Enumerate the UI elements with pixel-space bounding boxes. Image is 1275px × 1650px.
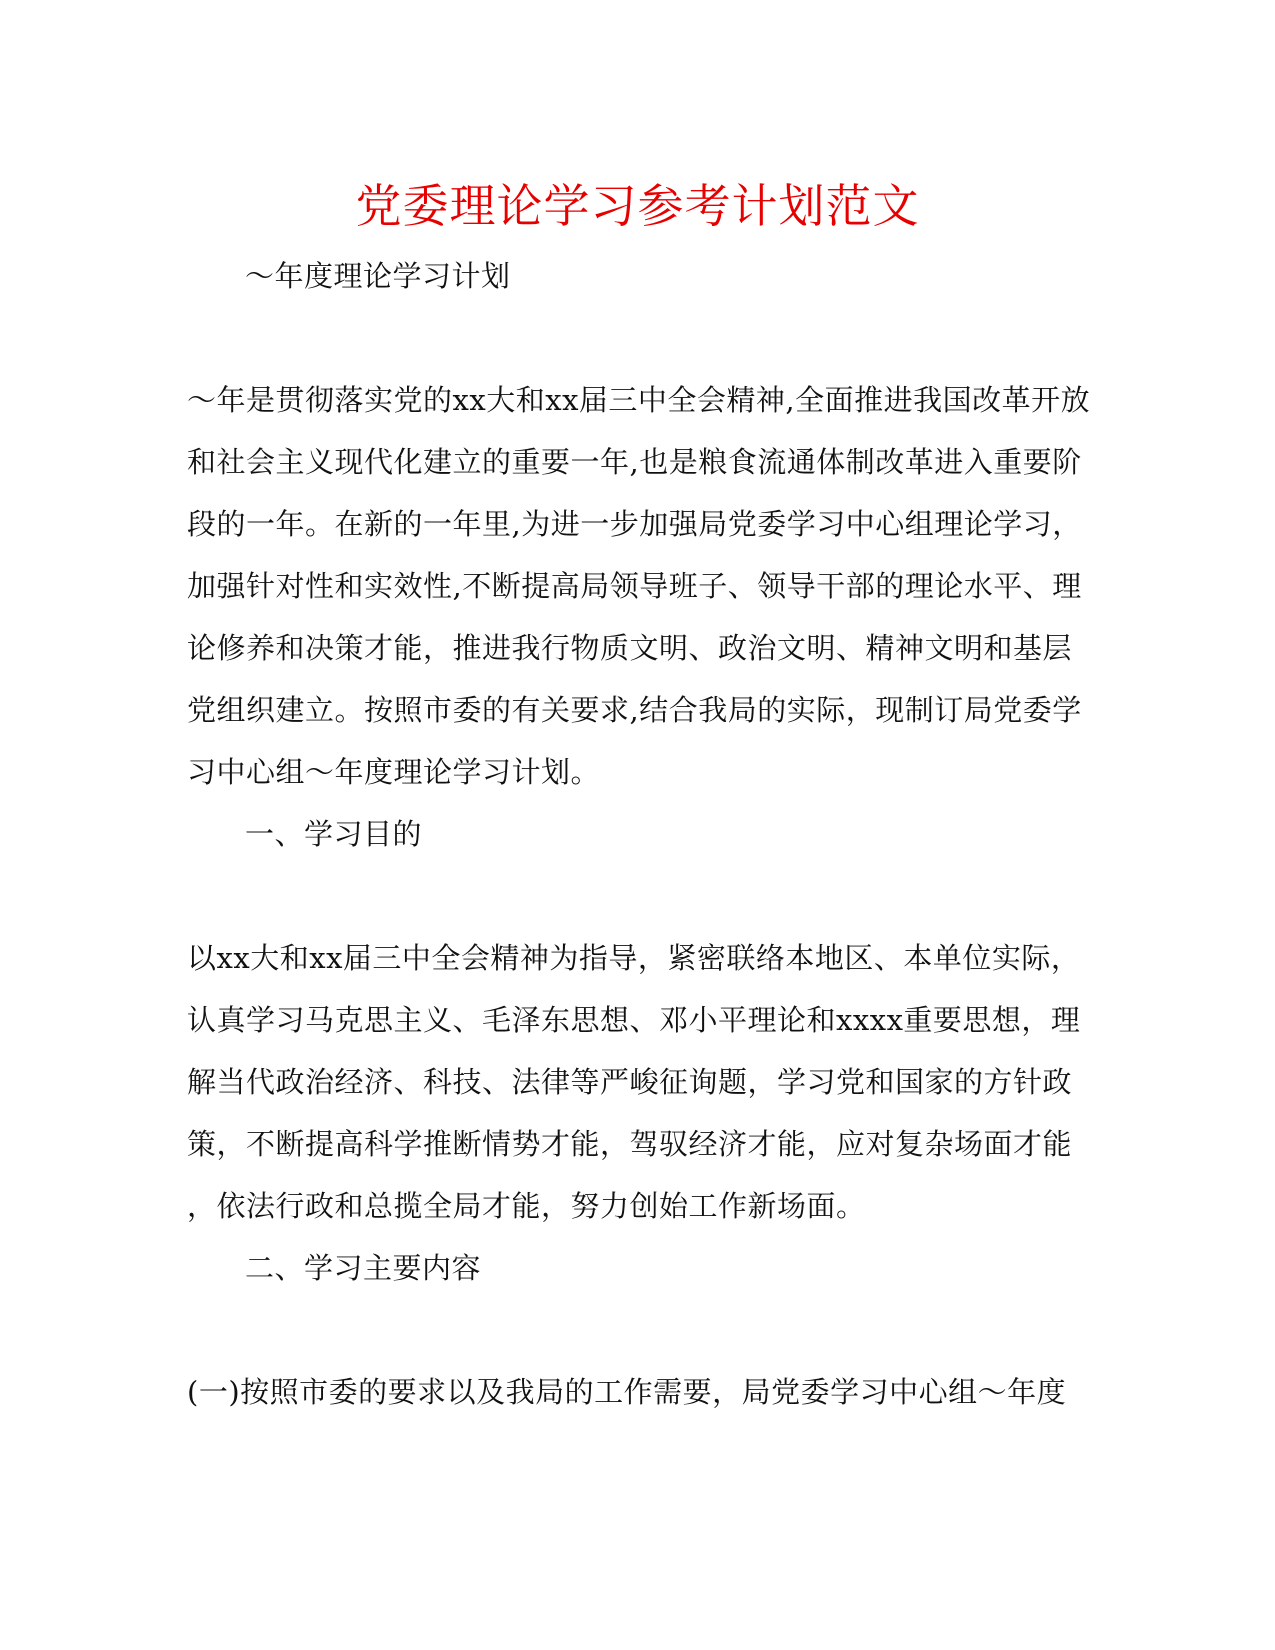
paragraph-line: ，依法行政和总揽全局才能，努力创始工作新场面。 — [187, 1189, 866, 1223]
paragraph-line: 认真学习马克思主义、毛泽东思想、邓小平理论和xxxx重要思想，理 — [187, 1003, 1081, 1037]
paragraph-line: 以xx大和xx届三中全会精神为指导，紧密联络本地区、本单位实际， — [187, 941, 1081, 975]
paragraph-line: 论修养和决策才能，推进我行物质文明、政治文明、精神文明和基层 — [187, 631, 1073, 665]
document-subtitle: ～年度理论学习计划 — [245, 259, 511, 293]
paragraph-line: 习中心组～年度理论学习计划。 — [187, 755, 601, 789]
paragraph-line: 解当代政治经济、科技、法律等严峻征询题，学习党和国家的方针政 — [187, 1065, 1073, 1099]
section-heading: 二、学习主要内容 — [245, 1251, 482, 1285]
paragraph-line: 和社会主义现代化建立的重要一年,也是粮食流通体制改革进入重要阶 — [187, 445, 1082, 479]
paragraph-line: 加强针对性和实效性,不断提高局领导班子、领导干部的理论水平、理 — [187, 569, 1082, 603]
paragraph-line: 段的一年。在新的一年里,为进一步加强局党委学习中心组理论学习， — [187, 507, 1082, 541]
paragraph-line: ～年是贯彻落实党的xx大和xx届三中全会精神,全面推进我国改革开放 — [187, 383, 1091, 417]
paragraph-line: (一)按照市委的要求以及我局的工作需要，局党委学习中心组～年度 — [187, 1375, 1067, 1409]
paragraph-line: 策，不断提高科学推断情势才能，驾驭经济才能，应对复杂场面才能 — [187, 1127, 1073, 1161]
section-heading: 一、学习目的 — [245, 817, 423, 851]
document-title: 党委理论学习参考计划范文 — [355, 179, 920, 233]
paragraph-line: 党组织建立。按照市委的有关要求,结合我局的实际，现制订局党委学 — [187, 693, 1082, 727]
